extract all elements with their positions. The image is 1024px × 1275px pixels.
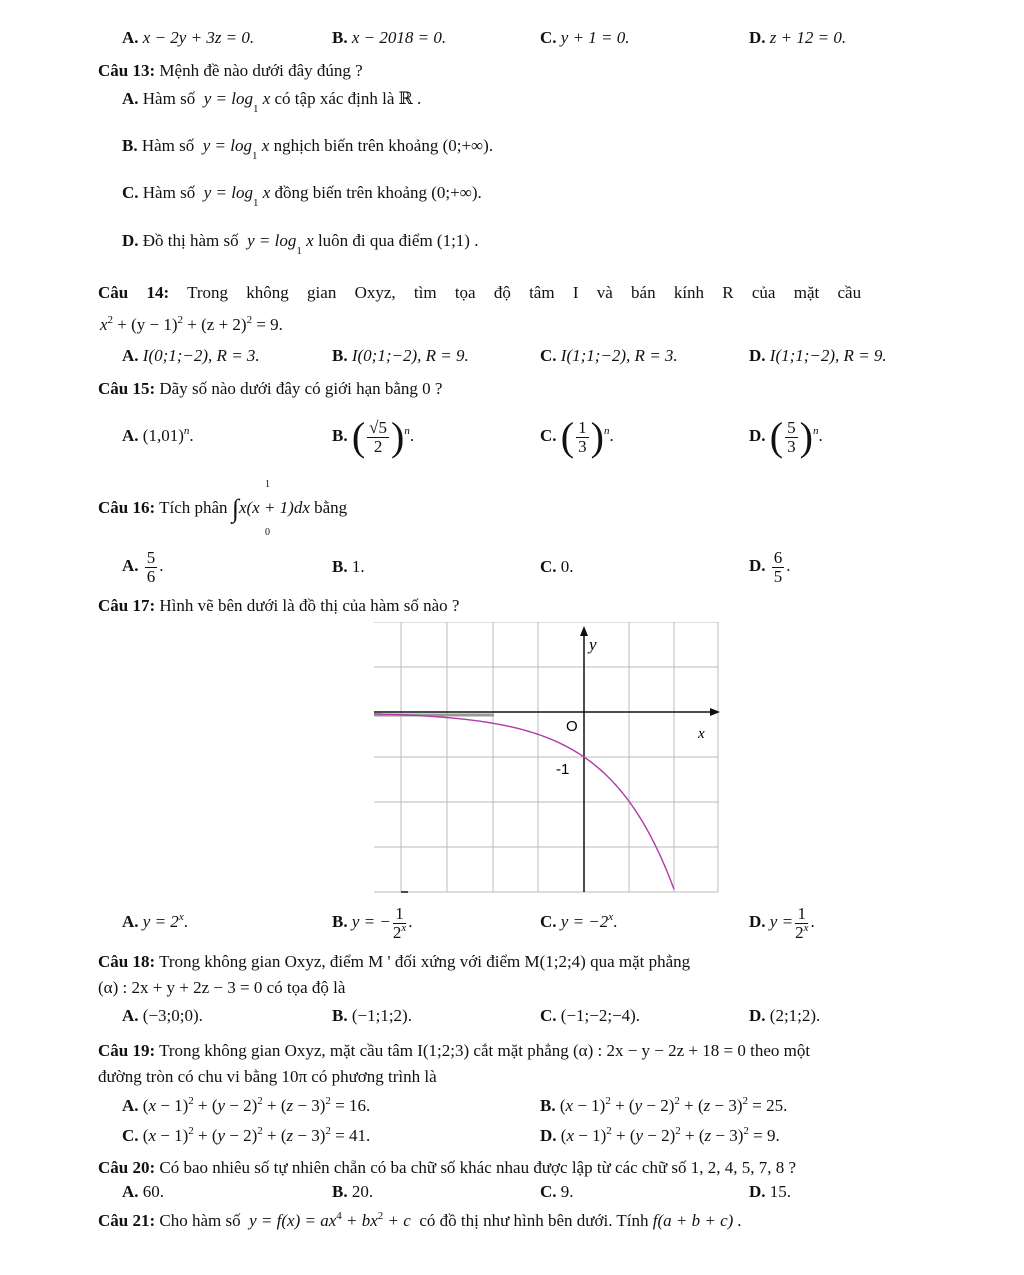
x-axis-label: x — [698, 726, 705, 742]
q20-option-a: A. 60. — [122, 1182, 165, 1201]
q20-option-d: D. 15. — [749, 1182, 792, 1201]
graph-grid — [374, 622, 718, 892]
q16-option-a: A. $\frac{5}{6}$ . — [122, 547, 164, 586]
q13-option-c: C. Hàm số $y = \log_1 x$ đồng biến trên khoảng (0;+∞). — [122, 183, 482, 209]
q17-option-b: B. y = − $\frac{1}{2^x}$ . — [332, 903, 413, 942]
q18-stem-line2: (α) : 2x + y + 2z − 3 = 0 có tọa độ là — [98, 978, 346, 997]
q17-option-c: C. $y = -2^x$. — [540, 911, 618, 931]
q20-stem: Câu 20: Có bao nhiêu số tự nhiên chẵn có ba chữ số khác nhau được lập từ các chữ số 1, 2, 4, 5, 7, 8 ? — [98, 1158, 797, 1177]
q16-stem: Câu 16: Tích phân ∫x(x + 1)dx bằng — [98, 494, 348, 523]
q15-option-a: A. $(1,01)^n$. — [122, 425, 194, 445]
q16-option-c: C. 0. — [540, 557, 574, 576]
y-axis-label: y — [589, 635, 597, 654]
q12-option-a: A. x − 2y + 3z = 0. — [122, 28, 255, 47]
q20-option-b: B. 20. — [332, 1182, 374, 1201]
q17-stem: Câu 17: Hình vẽ bên dưới là đồ thị của hàm số nào ? — [98, 596, 460, 615]
q20-option-c: C. 9. — [540, 1182, 574, 1201]
q18-option-d: D. (2;1;2). — [749, 1006, 821, 1025]
q12-option-c: C. y + 1 = 0. — [540, 28, 630, 47]
q14-option-a: A. I(0;1;−2), R = 3. — [122, 346, 260, 365]
q18-stem: Câu 18: Trong không gian Oxyz, điểm M ' đối xứng với điểm M(1;2;4) qua mặt phẳng — [98, 952, 691, 971]
q19-option-c: C. $(x - 1)^2 + (y - 2)^2 + (z - 3)^2 = 41$. — [122, 1125, 371, 1145]
q13-option-d: D. Đồ thị hàm số $y = \log_1 x$ luôn đi qua điểm (1;1) . — [122, 231, 479, 257]
q15-option-b: B. ( $\frac{√5}{2}$ )$^n$. — [332, 414, 415, 460]
q16-upper-limit: 1 — [265, 479, 270, 490]
q19-option-b: B. $(x - 1)^2 + (y - 2)^2 + (z - 3)^2 = 25$. — [540, 1095, 788, 1115]
q18-option-a: A. (−3;0;0). — [122, 1006, 203, 1025]
q19-option-d: D. $(x - 1)^2 + (y - 2)^2 + (z - 3)^2 = 9$. — [540, 1125, 780, 1145]
q15-option-d: D. ( $\frac{5}{3}$ )$^n$. — [749, 414, 823, 460]
q17-option-a: A. $y = 2^x$. — [122, 911, 188, 931]
q16-option-d: D. $\frac{6}{5}$ . — [749, 547, 791, 586]
origin-label: O — [566, 718, 578, 735]
q16-lower-limit: 0 — [265, 527, 270, 538]
q14-stem: Câu 14: Trong không gian Oxyz, tìm tọa độ tâm I và bán kính R của mặt cầu — [98, 283, 862, 302]
q18-option-b: B. (−1;1;2). — [332, 1006, 412, 1025]
q13-option-b: B. Hàm số $y = \log_1 x$ nghịch biến trên khoảng (0;+∞). — [122, 136, 494, 162]
q15-option-c: C. ( $\frac{1}{3}$ )$^n$. — [540, 414, 614, 460]
q19-option-a: A. $(x - 1)^2 + (y - 2)^2 + (z - 3)^2 = 16$. — [122, 1095, 371, 1115]
q17-graph — [374, 622, 722, 894]
y-axis-arrow — [580, 626, 588, 636]
q19-stem: Câu 19: Trong không gian Oxyz, mặt cầu tâm I(1;2;3) cắt mặt phẳng (α) : 2x − y − 2z + 18 = 0 theo một — [98, 1041, 811, 1060]
tick-label-minus-one: -1 — [556, 761, 570, 778]
q14-option-b: B. I(0;1;−2), R = 9. — [332, 346, 469, 365]
q14-option-c: C. I(1;1;−2), R = 3. — [540, 346, 678, 365]
q13-option-a: A. Hàm số $y = \log_1 x$ có tập xác định là ℝ . — [122, 89, 422, 115]
q12-option-d: D. z + 12 = 0. — [749, 28, 847, 47]
q18-option-c: C. (−1;−2;−4). — [540, 1006, 641, 1025]
q12-option-b: B. x − 2018 = 0. — [332, 28, 447, 47]
q14-option-d: D. I(1;1;−2), R = 9. — [749, 346, 887, 365]
q13-stem: Câu 13: Mệnh đề nào dưới đây đúng ? — [98, 61, 363, 80]
q14-equation: $x^2 + (y - 1)^2 + (z + 2)^2 = 9$. — [100, 314, 283, 334]
q16-option-b: B. 1. — [332, 557, 365, 576]
q15-stem: Câu 15: Dãy số nào dưới đây có giới hạn bằng 0 ? — [98, 379, 443, 398]
q21-stem: Câu 21: Cho hàm số $y = f(x) = ax^4 + bx^2 + c$ có đồ thị như hình bên dưới. Tính f(a + b + c) . — [98, 1210, 742, 1230]
q17-option-d: D. y = $\frac{1}{2^x}$ . — [749, 903, 815, 942]
q19-stem-line2: đường tròn có chu vi bằng 10π có phương trình là — [98, 1067, 437, 1086]
